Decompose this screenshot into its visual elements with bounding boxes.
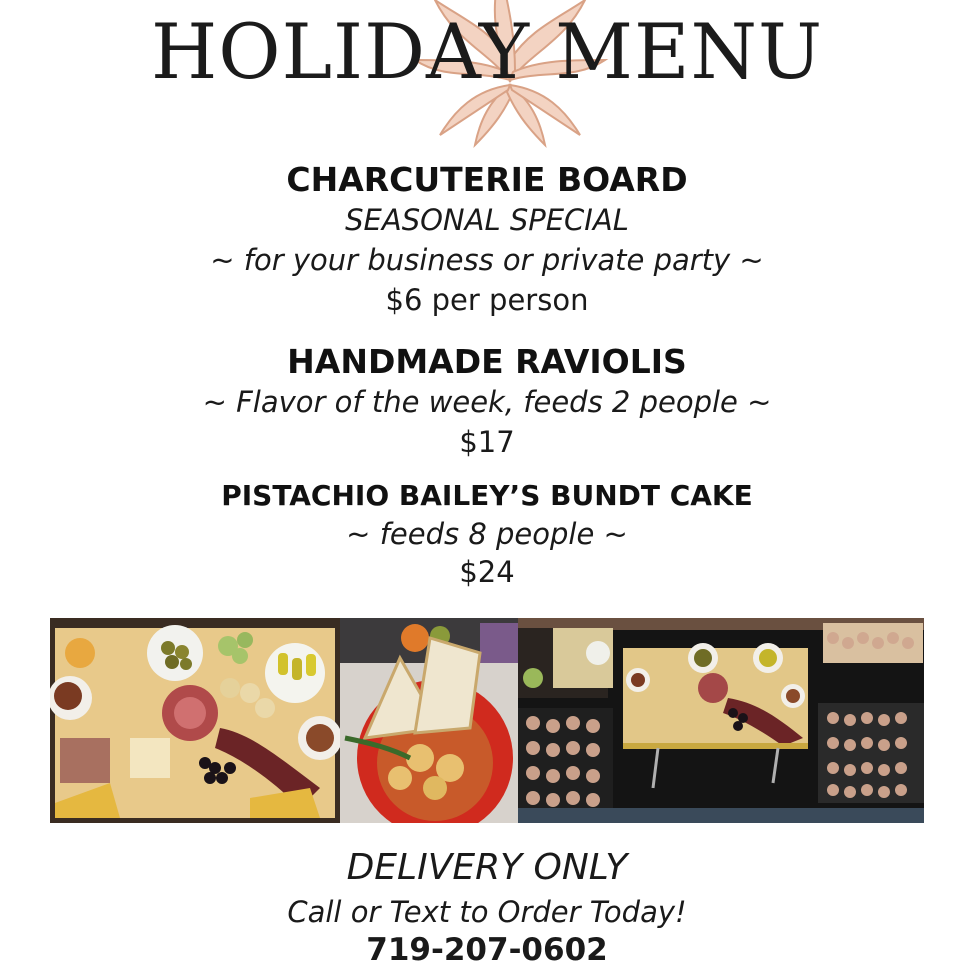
item-tag: SEASONAL SPECIAL (345, 203, 629, 237)
phone-number[interactable]: 719-207-0602 (366, 932, 608, 968)
item-name: HANDMADE RAVIOLIS (287, 342, 687, 381)
menu-item-raviolis (0, 342, 974, 462)
item-price: $6 per person (385, 283, 589, 317)
call-to-action: Call or Text to Order Today! (287, 895, 687, 929)
item-price: $24 (459, 555, 515, 589)
item-name: PISTACHIO BAILEY’S BUNDT CAKE (221, 479, 753, 512)
item-note: ~ for your business or private party ~ (210, 243, 764, 277)
menu-item-bundt-cake (0, 477, 974, 591)
page-title: HOLIDAY MENU (151, 7, 823, 96)
menu-item-charcuterie (0, 160, 974, 320)
item-note: ~ Flavor of the week, feeds 2 people ~ (202, 385, 772, 419)
photo-strip (50, 618, 924, 823)
charcuterie-board-photo (50, 618, 340, 823)
catering-spread-photo (518, 618, 924, 823)
ravioli-bowl-photo (340, 618, 518, 823)
item-note: ~ feeds 8 people ~ (346, 517, 628, 551)
item-name: CHARCUTERIE BOARD (286, 160, 688, 199)
item-price: $17 (459, 425, 515, 459)
delivery-notice: DELIVERY ONLY (346, 847, 628, 888)
